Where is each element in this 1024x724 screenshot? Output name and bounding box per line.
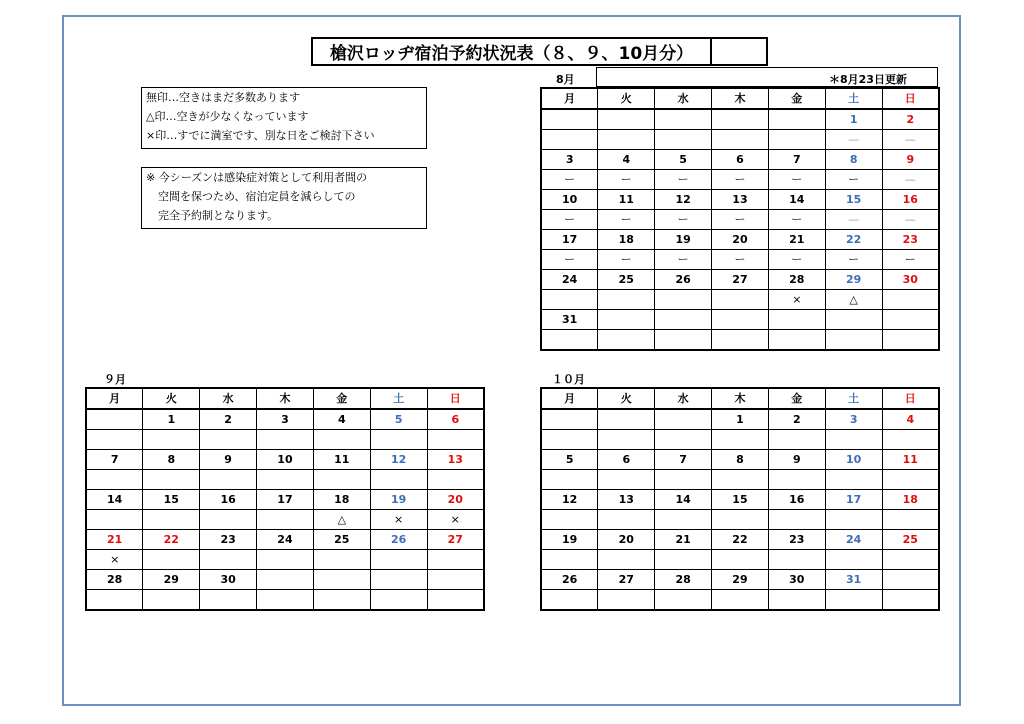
day-cell: 1 bbox=[825, 109, 882, 130]
availability-cell bbox=[598, 510, 655, 530]
availability-cell bbox=[655, 590, 712, 611]
day-cell: 23 bbox=[768, 530, 825, 550]
weekday-header: 金 bbox=[768, 88, 825, 109]
availability-cell: — bbox=[882, 210, 939, 230]
availability-cell: ー bbox=[655, 210, 712, 230]
availability-cell bbox=[882, 550, 939, 570]
availability-cell bbox=[598, 130, 655, 150]
availability-cell bbox=[768, 430, 825, 450]
availability-cell bbox=[655, 290, 712, 310]
availability-cell bbox=[200, 590, 257, 611]
availability-cell: △ bbox=[825, 290, 882, 310]
availability-cell: ー bbox=[768, 210, 825, 230]
availability-cell bbox=[768, 470, 825, 490]
availability-cell: × bbox=[768, 290, 825, 310]
day-cell: 22 bbox=[143, 530, 200, 550]
day-cell: 8 bbox=[825, 150, 882, 170]
day-cell: 18 bbox=[313, 490, 370, 510]
day-cell: 28 bbox=[655, 570, 712, 590]
availability-cell bbox=[882, 290, 939, 310]
availability-cell bbox=[143, 510, 200, 530]
day-cell: 5 bbox=[370, 409, 427, 430]
availability-cell: ー bbox=[598, 170, 655, 190]
day-cell bbox=[768, 109, 825, 130]
availability-cell: ー bbox=[712, 250, 769, 270]
availability-cell bbox=[598, 330, 655, 351]
availability-cell bbox=[598, 430, 655, 450]
day-cell: 11 bbox=[313, 450, 370, 470]
day-cell bbox=[882, 570, 939, 590]
legend-box bbox=[141, 87, 427, 149]
day-cell bbox=[541, 109, 598, 130]
availability-cell bbox=[541, 290, 598, 310]
availability-cell bbox=[313, 470, 370, 490]
day-cell: 19 bbox=[370, 490, 427, 510]
day-cell: 29 bbox=[143, 570, 200, 590]
availability-cell bbox=[427, 430, 484, 450]
day-cell bbox=[598, 310, 655, 330]
availability-cell bbox=[86, 470, 143, 490]
availability-cell bbox=[598, 290, 655, 310]
day-cell: 20 bbox=[712, 230, 769, 250]
day-cell: 30 bbox=[882, 270, 939, 290]
day-cell: 28 bbox=[86, 570, 143, 590]
availability-cell bbox=[712, 510, 769, 530]
day-cell: 11 bbox=[882, 450, 939, 470]
day-cell bbox=[768, 310, 825, 330]
weekday-header: 日 bbox=[882, 388, 939, 409]
availability-cell bbox=[712, 290, 769, 310]
day-cell: 10 bbox=[541, 190, 598, 210]
month-label-aug: 8月 bbox=[556, 73, 575, 86]
availability-cell bbox=[825, 590, 882, 611]
availability-cell bbox=[712, 130, 769, 150]
update-note: ＊8月23日更新 bbox=[829, 73, 907, 86]
day-cell: 2 bbox=[882, 109, 939, 130]
availability-cell: ー bbox=[598, 250, 655, 270]
availability-cell bbox=[370, 590, 427, 611]
availability-cell bbox=[541, 130, 598, 150]
weekday-header: 金 bbox=[313, 388, 370, 409]
day-cell: 30 bbox=[768, 570, 825, 590]
day-cell: 24 bbox=[541, 270, 598, 290]
day-cell bbox=[427, 570, 484, 590]
day-cell: 3 bbox=[825, 409, 882, 430]
availability-cell: ー bbox=[825, 170, 882, 190]
availability-cell bbox=[427, 470, 484, 490]
day-cell: 14 bbox=[655, 490, 712, 510]
availability-cell bbox=[655, 130, 712, 150]
availability-cell bbox=[598, 550, 655, 570]
calendar-august bbox=[540, 87, 940, 351]
day-cell: 2 bbox=[200, 409, 257, 430]
availability-cell bbox=[882, 330, 939, 351]
day-cell: 6 bbox=[598, 450, 655, 470]
day-cell: 18 bbox=[598, 230, 655, 250]
weekday-header: 土 bbox=[825, 88, 882, 109]
day-cell: 16 bbox=[768, 490, 825, 510]
availability-cell: — bbox=[882, 170, 939, 190]
legend-item: △印…空きが少なくなっています bbox=[146, 110, 309, 123]
availability-cell bbox=[86, 430, 143, 450]
day-cell: 23 bbox=[200, 530, 257, 550]
availability-cell bbox=[712, 330, 769, 351]
availability-cell bbox=[541, 590, 598, 611]
day-cell bbox=[655, 310, 712, 330]
month-label-sep: ９月 bbox=[104, 373, 126, 386]
day-cell: 12 bbox=[370, 450, 427, 470]
day-cell: 2 bbox=[768, 409, 825, 430]
day-cell: 16 bbox=[882, 190, 939, 210]
availability-cell bbox=[200, 470, 257, 490]
availability-cell bbox=[257, 430, 314, 450]
availability-cell bbox=[257, 510, 314, 530]
day-cell: 15 bbox=[143, 490, 200, 510]
availability-cell bbox=[882, 590, 939, 611]
availability-cell bbox=[143, 430, 200, 450]
legend-item: 無印…空きはまだ多数あります bbox=[146, 91, 300, 104]
availability-cell bbox=[313, 550, 370, 570]
availability-cell bbox=[143, 590, 200, 611]
calendar-september bbox=[85, 387, 485, 611]
weekday-header: 日 bbox=[427, 388, 484, 409]
day-cell bbox=[655, 409, 712, 430]
day-cell: 9 bbox=[768, 450, 825, 470]
day-cell: 31 bbox=[825, 570, 882, 590]
notice-line: ※ 今シーズンは感染症対策として利用者間の bbox=[146, 171, 368, 184]
day-cell: 22 bbox=[712, 530, 769, 550]
day-cell: 16 bbox=[200, 490, 257, 510]
availability-cell bbox=[86, 590, 143, 611]
day-cell bbox=[313, 570, 370, 590]
day-cell: 18 bbox=[882, 490, 939, 510]
day-cell: 25 bbox=[882, 530, 939, 550]
day-cell: 22 bbox=[825, 230, 882, 250]
availability-cell bbox=[768, 330, 825, 351]
day-cell: 26 bbox=[370, 530, 427, 550]
day-cell: 15 bbox=[712, 490, 769, 510]
day-cell bbox=[882, 310, 939, 330]
availability-cell bbox=[825, 470, 882, 490]
day-cell: 8 bbox=[712, 450, 769, 470]
day-cell: 25 bbox=[598, 270, 655, 290]
availability-cell bbox=[313, 590, 370, 611]
availability-cell bbox=[257, 590, 314, 611]
day-cell: 26 bbox=[655, 270, 712, 290]
day-cell: 23 bbox=[882, 230, 939, 250]
availability-cell bbox=[143, 550, 200, 570]
day-cell bbox=[370, 570, 427, 590]
availability-cell: ー bbox=[655, 170, 712, 190]
availability-cell bbox=[655, 330, 712, 351]
day-cell: 20 bbox=[598, 530, 655, 550]
availability-cell bbox=[370, 470, 427, 490]
day-cell bbox=[825, 310, 882, 330]
day-cell: 27 bbox=[427, 530, 484, 550]
day-cell: 19 bbox=[541, 530, 598, 550]
weekday-header: 月 bbox=[541, 88, 598, 109]
availability-cell bbox=[712, 430, 769, 450]
weekday-header: 水 bbox=[200, 388, 257, 409]
day-cell: 27 bbox=[712, 270, 769, 290]
notice-box bbox=[141, 167, 427, 229]
availability-cell bbox=[655, 430, 712, 450]
weekday-header: 金 bbox=[768, 388, 825, 409]
day-cell: 7 bbox=[655, 450, 712, 470]
availability-cell bbox=[768, 590, 825, 611]
day-cell: 21 bbox=[86, 530, 143, 550]
availability-cell bbox=[200, 430, 257, 450]
availability-cell bbox=[768, 130, 825, 150]
availability-cell bbox=[598, 590, 655, 611]
day-cell bbox=[257, 570, 314, 590]
weekday-header: 木 bbox=[712, 388, 769, 409]
availability-cell bbox=[541, 330, 598, 351]
day-cell: 24 bbox=[257, 530, 314, 550]
notice-line: 空間を保つため、宿泊定員を減らしての bbox=[158, 190, 356, 203]
weekday-header: 月 bbox=[541, 388, 598, 409]
day-cell: 13 bbox=[598, 490, 655, 510]
weekday-header: 木 bbox=[712, 88, 769, 109]
availability-cell: ー bbox=[541, 250, 598, 270]
availability-cell: — bbox=[825, 130, 882, 150]
weekday-header: 月 bbox=[86, 388, 143, 409]
availability-cell bbox=[882, 470, 939, 490]
day-cell: 28 bbox=[768, 270, 825, 290]
legend-item: ×印…すでに満室です、別な日をご検討下さい bbox=[146, 129, 375, 142]
weekday-header: 土 bbox=[825, 388, 882, 409]
day-cell bbox=[655, 109, 712, 130]
availability-cell: × bbox=[86, 550, 143, 570]
weekday-header: 木 bbox=[257, 388, 314, 409]
day-cell: 14 bbox=[86, 490, 143, 510]
availability-cell: △ bbox=[313, 510, 370, 530]
day-cell bbox=[598, 109, 655, 130]
day-cell: 14 bbox=[768, 190, 825, 210]
day-cell: 13 bbox=[712, 190, 769, 210]
availability-cell: ー bbox=[712, 210, 769, 230]
month-label-oct: １０月 bbox=[552, 373, 585, 386]
availability-cell bbox=[541, 550, 598, 570]
day-cell: 19 bbox=[655, 230, 712, 250]
day-cell: 15 bbox=[825, 190, 882, 210]
weekday-header: 水 bbox=[655, 388, 712, 409]
availability-cell bbox=[427, 590, 484, 611]
day-cell: 20 bbox=[427, 490, 484, 510]
availability-cell bbox=[882, 430, 939, 450]
day-cell: 4 bbox=[598, 150, 655, 170]
day-cell: 5 bbox=[655, 150, 712, 170]
weekday-header: 火 bbox=[143, 388, 200, 409]
day-cell: 25 bbox=[313, 530, 370, 550]
availability-cell: ー bbox=[541, 170, 598, 190]
day-cell: 9 bbox=[882, 150, 939, 170]
day-cell: 12 bbox=[655, 190, 712, 210]
day-cell: 29 bbox=[712, 570, 769, 590]
availability-cell bbox=[712, 550, 769, 570]
availability-cell bbox=[143, 470, 200, 490]
day-cell: 10 bbox=[257, 450, 314, 470]
weekday-header: 土 bbox=[370, 388, 427, 409]
day-cell: 17 bbox=[825, 490, 882, 510]
availability-cell bbox=[825, 550, 882, 570]
day-cell: 24 bbox=[825, 530, 882, 550]
day-cell bbox=[598, 409, 655, 430]
weekday-header: 日 bbox=[882, 88, 939, 109]
availability-cell: × bbox=[427, 510, 484, 530]
availability-cell bbox=[200, 510, 257, 530]
availability-cell bbox=[370, 430, 427, 450]
availability-cell: ー bbox=[655, 250, 712, 270]
availability-cell bbox=[541, 510, 598, 530]
day-cell: 31 bbox=[541, 310, 598, 330]
weekday-header: 水 bbox=[655, 88, 712, 109]
availability-cell bbox=[200, 550, 257, 570]
day-cell: 1 bbox=[712, 409, 769, 430]
day-cell bbox=[541, 409, 598, 430]
availability-cell bbox=[313, 430, 370, 450]
availability-cell: ー bbox=[598, 210, 655, 230]
day-cell: 21 bbox=[655, 530, 712, 550]
day-cell: 12 bbox=[541, 490, 598, 510]
day-cell: 7 bbox=[768, 150, 825, 170]
day-cell: 5 bbox=[541, 450, 598, 470]
availability-cell: — bbox=[825, 210, 882, 230]
availability-cell bbox=[598, 470, 655, 490]
day-cell: 30 bbox=[200, 570, 257, 590]
availability-cell bbox=[712, 470, 769, 490]
day-cell: 10 bbox=[825, 450, 882, 470]
day-cell: 17 bbox=[257, 490, 314, 510]
day-cell: 3 bbox=[257, 409, 314, 430]
day-cell: 3 bbox=[541, 150, 598, 170]
day-cell: 4 bbox=[313, 409, 370, 430]
weekday-header: 火 bbox=[598, 388, 655, 409]
day-cell: 29 bbox=[825, 270, 882, 290]
day-cell bbox=[86, 409, 143, 430]
availability-cell: ー bbox=[712, 170, 769, 190]
day-cell: 26 bbox=[541, 570, 598, 590]
availability-cell: ー bbox=[768, 170, 825, 190]
availability-cell bbox=[712, 590, 769, 611]
availability-cell bbox=[825, 430, 882, 450]
availability-cell bbox=[370, 550, 427, 570]
availability-cell bbox=[825, 330, 882, 351]
availability-cell bbox=[825, 510, 882, 530]
availability-cell bbox=[768, 550, 825, 570]
day-cell bbox=[712, 109, 769, 130]
day-cell: 6 bbox=[427, 409, 484, 430]
availability-cell bbox=[768, 510, 825, 530]
day-cell: 9 bbox=[200, 450, 257, 470]
availability-cell bbox=[257, 470, 314, 490]
availability-cell: × bbox=[370, 510, 427, 530]
day-cell: 13 bbox=[427, 450, 484, 470]
availability-cell bbox=[257, 550, 314, 570]
availability-cell bbox=[655, 510, 712, 530]
calendar-october bbox=[540, 387, 940, 611]
availability-cell bbox=[541, 470, 598, 490]
availability-cell bbox=[427, 550, 484, 570]
availability-cell: ー bbox=[768, 250, 825, 270]
day-cell: 6 bbox=[712, 150, 769, 170]
weekday-header: 火 bbox=[598, 88, 655, 109]
day-cell: 1 bbox=[143, 409, 200, 430]
day-cell: 11 bbox=[598, 190, 655, 210]
day-cell: 27 bbox=[598, 570, 655, 590]
notice-line: 完全予約制となります。 bbox=[158, 209, 279, 222]
day-cell bbox=[712, 310, 769, 330]
title-side-box bbox=[710, 37, 768, 66]
day-cell: 21 bbox=[768, 230, 825, 250]
day-cell: 17 bbox=[541, 230, 598, 250]
day-cell: 7 bbox=[86, 450, 143, 470]
availability-cell: ー bbox=[541, 210, 598, 230]
day-cell: 4 bbox=[882, 409, 939, 430]
availability-cell: — bbox=[882, 130, 939, 150]
availability-cell: ー bbox=[825, 250, 882, 270]
availability-cell bbox=[655, 550, 712, 570]
page-title: 槍沢ロッヂ宿泊予約状況表（８、９、10月分） bbox=[311, 37, 712, 66]
availability-cell bbox=[86, 510, 143, 530]
availability-cell bbox=[655, 470, 712, 490]
availability-cell bbox=[541, 430, 598, 450]
day-cell: 8 bbox=[143, 450, 200, 470]
availability-cell: ー bbox=[882, 250, 939, 270]
availability-cell bbox=[882, 510, 939, 530]
